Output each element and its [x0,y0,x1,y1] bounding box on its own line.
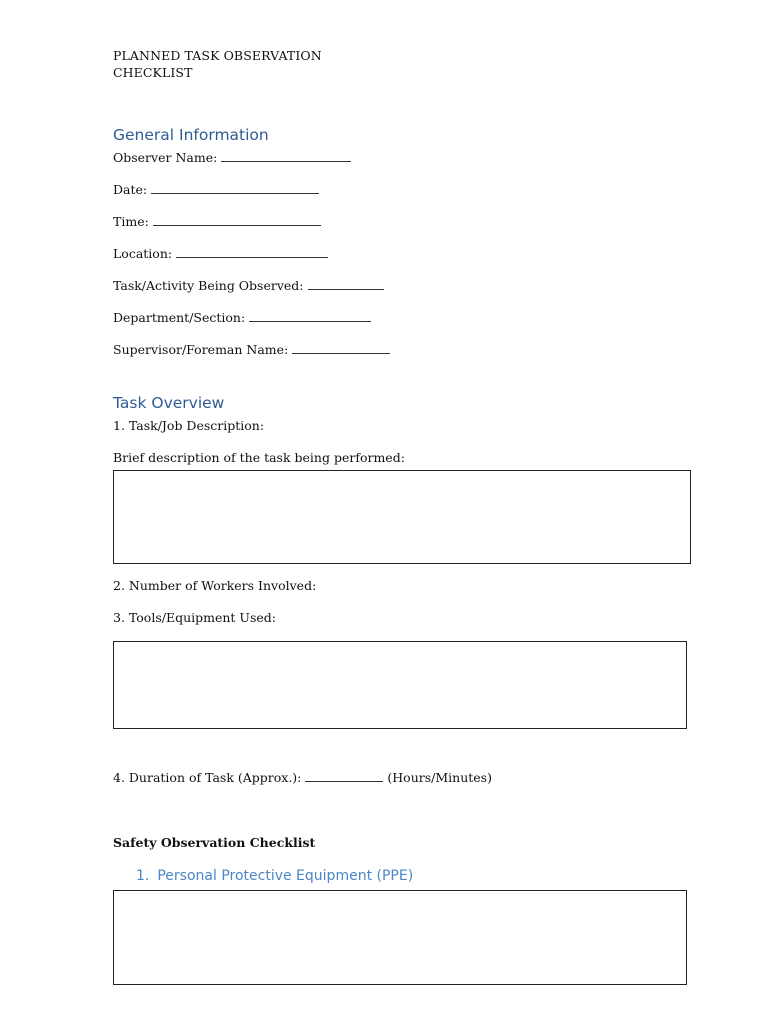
brief-description-prompt: Brief description of the task being performed: [113,450,405,465]
observer-name-blank[interactable] [221,150,351,162]
task-activity-field[interactable] [113,278,384,294]
department-section-field[interactable] [113,310,371,326]
date-label: Date: [113,182,148,197]
supervisor-name-blank[interactable] [292,342,390,354]
tools-equipment-label: 3. Tools/Equipment Used: [113,610,276,625]
task-job-description-label: 1. Task/Job Description: [113,418,265,433]
ppe-observation-textbox[interactable] [113,890,687,985]
location-label: Location: [113,246,173,261]
ppe-section-number: 1. [136,868,150,884]
duration-label: 4. Duration of Task (Approx.): [113,770,302,785]
department-section-blank[interactable] [249,310,371,322]
task-activity-label: Task/Activity Being Observed: [113,278,304,293]
duration-field[interactable] [113,770,492,786]
task-overview-heading: Task Overview [113,394,225,412]
supervisor-name-field[interactable] [113,342,390,358]
observer-name-label: Observer Name: [113,150,218,165]
observer-name-field[interactable] [113,150,351,166]
duration-blank[interactable] [305,770,383,782]
time-blank[interactable] [153,214,321,226]
supervisor-name-label: Supervisor/Foreman Name: [113,342,289,357]
date-field[interactable] [113,182,319,198]
location-blank[interactable] [176,246,328,258]
time-field[interactable] [113,214,321,230]
document-title-line-2: CHECKLIST [113,65,193,80]
date-blank[interactable] [151,182,319,194]
task-description-textbox[interactable] [113,470,691,564]
document-title-line-1: PLANNED TASK OBSERVATION [113,48,322,63]
ppe-section-title: Personal Protective Equipment (PPE) [157,868,414,884]
department-section-label: Department/Section: [113,310,246,325]
tools-equipment-textbox[interactable] [113,641,687,729]
document-title [113,47,322,81]
location-field[interactable] [113,246,328,262]
duration-units: (Hours/Minutes) [387,770,492,785]
number-of-workers-label: 2. Number of Workers Involved: [113,578,317,593]
safety-checklist-heading: Safety Observation Checklist [113,835,316,850]
time-label: Time: [113,214,149,229]
ppe-section-heading [136,868,413,884]
task-activity-blank[interactable] [308,278,384,290]
general-information-heading: General Information [113,126,269,144]
